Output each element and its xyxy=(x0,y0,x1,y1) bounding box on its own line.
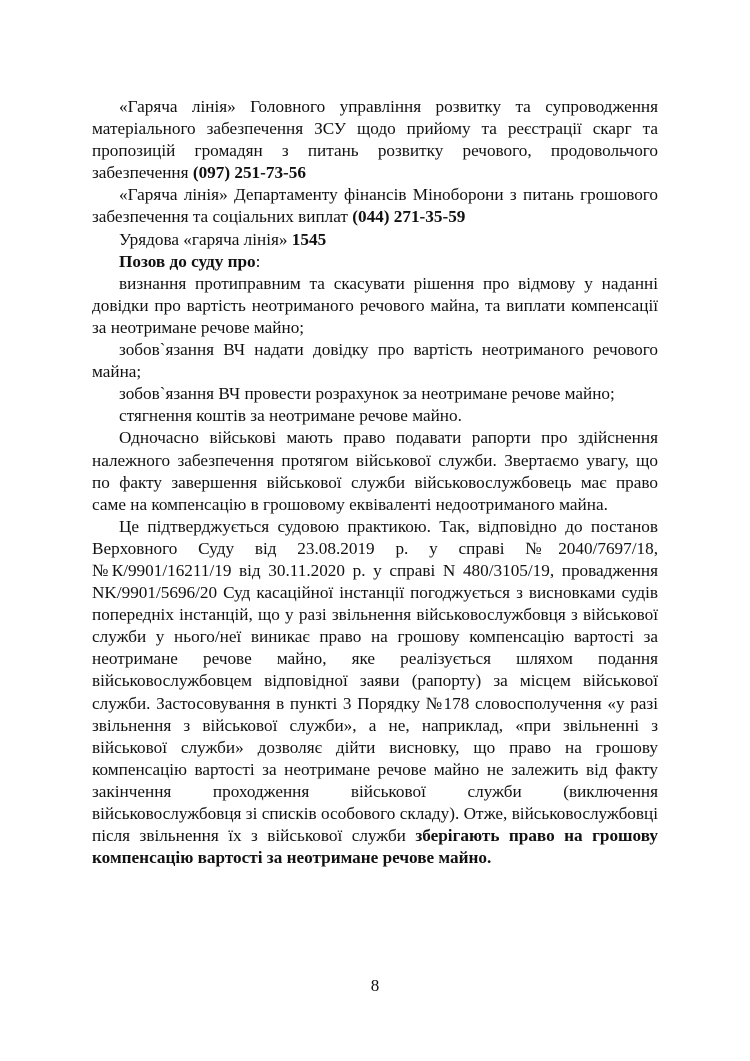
document-body xyxy=(92,96,658,869)
text-run: : xyxy=(255,251,261,271)
text-run: стягнення коштів за неотримане речове майно. xyxy=(119,406,462,426)
text-run: зобов`язання ВЧ провести розрахунок за неотримане речове майно; xyxy=(119,384,615,404)
paragraph xyxy=(92,184,658,228)
bold-text: 1545 xyxy=(291,229,327,249)
bold-text: (044) 271-35-59 xyxy=(352,207,466,227)
paragraph xyxy=(92,251,658,273)
paragraph xyxy=(92,96,658,184)
text-run: зобов`язання ВЧ надати довідку про вартість неотриманого речового майна; xyxy=(92,340,658,382)
text-run: визнання протиправним та скасувати рішення про відмову у наданні довідки про вартість неотриманого речового майна, та виплати компенсації за неотримане речове майно; xyxy=(92,273,658,337)
page-number: 8 xyxy=(370,976,380,995)
paragraph xyxy=(92,229,658,251)
paragraph xyxy=(92,273,658,339)
paragraph xyxy=(92,516,658,870)
text-run: Одночасно військові мають право подавати рапорти про здійснення належного забезпечення протягом військової служби. Звертаємо увагу, що по факту завершення військової служби військовослужбовець має право саме на компенсацію в грошовому еквіваленті недоотриманого майна. xyxy=(92,428,658,514)
text-run: Це підтверджується судовою практикою. Так, відповідно до постанов Верховного Суду від 23.08.2019 р. у справі №2040/7697/18, №К/9901/16211/19 від 30.11.2020 р. у справі N 480/3105/19, провадження NK/9901/5696/20 Суд касаційної інстанції погоджується з висновками судів попередніх інстанцій, що у разі звільнення військовослужбовця з військової служби у нього/неї виникає право на грошову компенсацію вартості за неотримане речове майно, яке реалізується шляхом подання військовослужбовцем відповідної заяви (рапорту) за місцем військової служби. Застосовування в пункті 3 Порядку №178 словосполучення «у разі звільнення з військової служби», а не, наприклад, «при звільненні з військової служби» дозволяє дійти висновку, що право на грошову компенсацію вартості за неотримане речове майно не залежить від факту закінчення проходження військової служби (виключення військовослужбовця зі списків особового складу). Отже, військовослужбовці після звільнення їх з військової служби xyxy=(92,516,658,846)
bold-text: зберігають право на грошову компенсацію вартості за неотримане речове майно. xyxy=(92,826,659,868)
text-run: «Гаряча лінія» Головного управління розвитку та супроводження матеріального забезпечення ЗСУ щодо прийому та реєстрації скарг та пропозицій громадян з питань розвитку речового, продовольчого забезпечення xyxy=(92,97,658,183)
paragraph xyxy=(92,383,658,405)
bold-text: Позов до суду про xyxy=(119,251,256,271)
paragraph xyxy=(92,427,658,515)
paragraph xyxy=(92,405,658,427)
text-run: «Гаряча лінія» Департаменту фінансів Міноборони з питань грошового забезпечення та соціальних виплат xyxy=(92,185,658,227)
text-run: Урядова «гаряча лінія» xyxy=(119,229,292,249)
bold-text: (097) 251-73-56 xyxy=(192,163,306,183)
paragraph xyxy=(92,339,658,383)
